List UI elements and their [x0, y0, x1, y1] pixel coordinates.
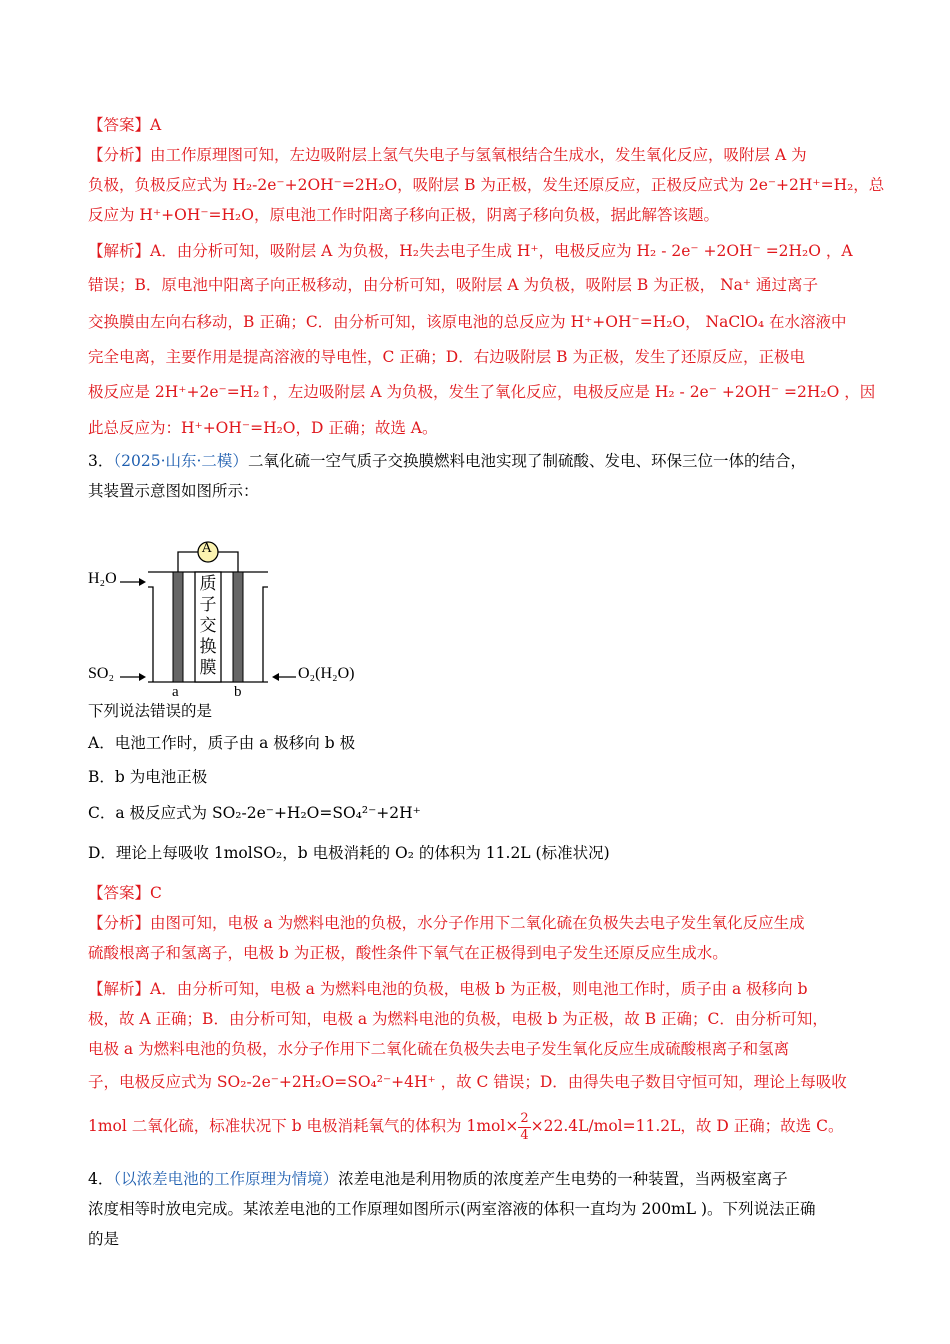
q2-explain-line-3: 交换膜由左向右移动，B 正确；C．由分析可知，该原电池的总反应为 H⁺+OH⁻=H₂O， NaClO₄ 在水溶液中: [88, 313, 847, 331]
q3-stem-line-1: 3．（2025·山东·二模）二氧化硫一空气质子交换膜燃料电池实现了制硫酸、发电、环保三位一体的结合，: [88, 452, 806, 470]
q4-source: （以浓差电池的工作原理为情境）: [113, 1170, 339, 1188]
q3-stem-line-2: 其装置示意图如图所示：: [88, 482, 259, 500]
electrode-a-label: a: [172, 684, 179, 700]
q4-stem-line-1: 4．（以浓差电池的工作原理为情境）浓差电池是利用物质的浓度差产生电势的一种装置，当两极室离子: [88, 1170, 788, 1188]
q2-explain-line-6: 此总反应为：H⁺+OH⁻=H₂O，D 正确；故选 A。: [88, 419, 438, 437]
q2-analysis-line-2: 负极，负极反应式为 H₂-2e⁻+2OH⁻=2H₂O，吸附层 B 为正极，发生还原反应，正极反应式为 2e⁻+2H⁺=H₂，总: [88, 176, 885, 194]
q3-option-c: C．a 极反应式为 SO₂-2e⁻+H₂O=SO₄²⁻+2H⁺: [88, 804, 421, 822]
fraction: $\frac{2}{4}$: [520, 1110, 529, 1143]
q4-stem-line-3: 的是: [88, 1230, 120, 1248]
q3-explain-line-1: 【解析】A．由分析可知，电极 a 为燃料电池的负极，电极 b 为正极，则电池工作时，质子由 a 极移向 b: [88, 980, 808, 998]
q3-explain-line-4: 子，电极反应式为 SO₂-2e⁻+2H₂O=SO₄²⁻+4H⁺ ，故 C 错误；D．由得失电子数目守恒可知，理论上每吸收: [88, 1073, 847, 1091]
q3-analysis-line-2: 硫酸根离子和氢离子，电极 b 为正极，酸性条件下氧气在正极得到电子发生还原反应生成水。: [88, 944, 728, 962]
q3-question: 下列说法错误的是: [88, 702, 213, 720]
page-content: [88, 110, 885, 1254]
electrode-b: [233, 572, 243, 682]
membrane-label: 质 子 交 换 膜: [199, 574, 217, 678]
ammeter-label: A: [202, 541, 212, 556]
q2-analysis-line-3: 反应为 H⁺+OH⁻=H₂O，原电池工作时阳离子移向正极，阴离子移向负极，据此解答该题。: [88, 206, 719, 224]
electrode-a: [173, 572, 183, 682]
q3-source: （2025·山东·二模）: [113, 452, 248, 470]
q3-answer: 【答案】C: [88, 884, 162, 902]
q4-stem-line-2: 浓度相等时放电完成。某浓差电池的工作原理如图所示(两室溶液的体积一直均为 200mL )。下列说法正确: [88, 1200, 816, 1218]
inlet-so2-label: SO₂: [88, 665, 115, 682]
q3-explain-line-3: 电极 a 为燃料电池的负极，水分子作用下二氧化硫在负极失去电子发生氧化反应生成硫酸根离子和氢离: [88, 1040, 790, 1058]
q3-explain-line-2: 极，故 A 正确；B．由分析可知，电极 a 为燃料电池的负极，电极 b 为正极，故 B 正确；C．由分析可知，: [88, 1010, 828, 1028]
electrode-b-label: b: [234, 684, 242, 700]
q2-explain-line-4: 完全电离，主要作用是提高溶液的导电性，C 正确；D．右边吸附层 B 为正极，发生了还原反应，正极电: [88, 348, 805, 366]
q3-option-b: B．b 为电池正极: [88, 768, 208, 786]
inlet-h2o-label: H₂O: [88, 570, 117, 587]
q2-answer: 【答案】A: [88, 116, 162, 134]
q2-explain-line-2: 错误；B．原电池中阳离子向正极移动，由分析可知，吸附层 A 为负极，吸附层 B 为正极， Na⁺ 通过离子: [88, 276, 819, 294]
q2-explain-line-5: 极反应是 2H⁺+2e⁻=H₂↑，左边吸附层 A 为负极，发生了氧化反应，电极反应是 H₂ - 2e⁻ +2OH⁻ =2H₂O ，因: [88, 383, 876, 401]
q3-option-d: D．理论上每吸收 1molSO₂，b 电极消耗的 O₂ 的体积为 11.2L (标准状况): [88, 844, 610, 862]
q2-analysis-line-1: 【分析】由工作原理图可知，左边吸附层上氢气失电子与氢氧根结合生成水，发生氧化反应，吸附层 A 为: [88, 146, 807, 164]
q2-explain-line-1: 【解析】A．由分析可知，吸附层 A 为负极，H₂失去电子生成 H⁺，电极反应为 H₂ - 2e⁻ +2OH⁻ =2H₂O ，A: [88, 242, 853, 260]
q3-analysis-line-1: 【分析】由图可知，电极 a 为燃料电池的负极，水分子作用下二氧化硫在负极失去电子发生氧化反应生成: [88, 914, 805, 932]
q3-explain-line-5: 1mol 二氧化硫，标准状况下 b 电极消耗氧气的体积为 1mol× $\frac{2}{4}$ ×22.4L/mol=11.2L，故 D 正确；故选 C。: [88, 1110, 844, 1143]
fuel-cell-diagram: [88, 510, 388, 700]
inlet-o2-label: O₂(H₂O): [298, 665, 355, 682]
q3-option-a: A．电池工作时，质子由 a 极移向 b 极: [88, 734, 356, 752]
